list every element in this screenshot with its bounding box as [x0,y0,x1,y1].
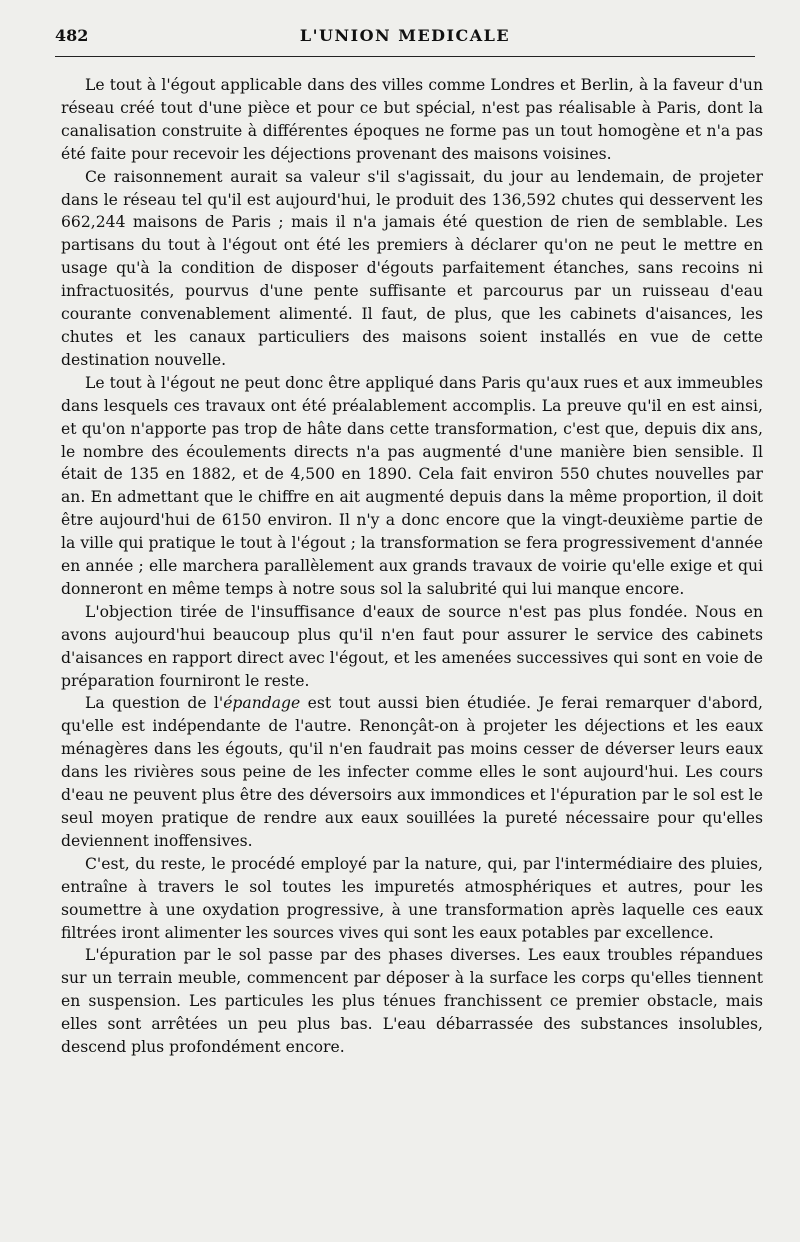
paragraph: L'épuration par le sol passe par des phases diverses. Les eaux troubles répandues sur un terrain meuble, commencent par déposer à la surface les corps qu'elles tiennent en suspension. Les particules les plus ténues franchissent ce premier obstacle, mais elles sont arrêtées un peu plus bas. L'eau débarrassée des substances insolubles, descend plus profondément encore. [61,946,763,1057]
paragraph: Le tout à l'égout applicable dans des villes comme Londres et Berlin, à la faveur d'un réseau créé tout d'une pièce et pour ce but spécial, n'est pas réalisable à Paris, dont la canalisation construite à différentes époques ne forme pas un tout homogène et n'a pas été faite pour recevoir les déjections provenant des maisons voisines. [61,76,763,163]
paragraph [61,692,763,852]
paragraph: C'est, du reste, le procédé employé par la nature, qui, par l'intermédiaire des pluies, entraîne à travers le sol toutes les impuretés atmosphériques et autres, pour les soumettre à une oxydation progressive, à une transformation après laquelle ces eaux filtrées iront alimenter les sources vives qui sont les eaux potables par excellence. [61,854,763,942]
paragraph: L'objection tirée de l'insuffisance d'eaux de source n'est pas plus fondée. Nous en avons aujourd'hui beaucoup plus qu'il n'en faut pour assurer le service des cabinets d'aisances en rapport direct avec l'égout, et les amenées successives qui sont en voie de préparation fourniront le reste. [61,602,763,690]
paragraph-text-start: La question de l' [85,694,224,713]
page-number: 482 [55,26,89,45]
paragraph: Ce raisonnement aurait sa valeur s'il s'agissait, du jour au lendemain, de projeter dans le réseau tel qu'il est aujourd'hui, le produit des 136,592 chutes qui desservent les 662,244 maisons de Paris ; mais il n'a jamais été question de rien de semblable. Les partisans du tout à l'égout ont été les premiers à déclarer qu'on ne peut le mettre en usage qu'à la condition de disposer d'égouts parfaitement étanches, sans recoins ni infractuosités, pourvus d'une pente suffisante et parcourus par un ruisseau d'eau courante convenablement alimenté. Il faut, de plus, que les cabinets d'aisances, les chutes et les canaux particuliers des maisons soient installés en vue de cette destination nouvelle. [61,167,763,369]
article-body [61,74,763,1059]
journal-title: L'UNION MEDICALE [299,26,511,45]
header-rule [55,56,755,57]
paragraph-text-end: est tout aussi bien étudiée. Je ferai remarquer d'abord, qu'elle est indépendante de l'autre. Renonçât-on à projeter les déjections et les eaux ménagères dans les égouts, qu'il n'en faudrait pas moins cesser de déverser leurs eaux dans les rivières sous peine de les infecter comme elles le sont aujourd'hui. Les cours d'eau ne peuvent plus être des déversoirs aux immondices et l'épuration par le sol est le seul moyen pratique de rendre aux eaux souillées la pureté nécessaire pour qu'elles deviennent inoffensives. [61,694,763,850]
paragraph: Le tout à l'égout ne peut donc être appliqué dans Paris qu'aux rues et aux immeubles dans lesquels ces travaux ont été préalablement accomplis. La preuve qu'il en est ainsi, et qu'on n'apporte pas trop de hâte dans cette transformation, c'est que, depuis dix ans, le nombre des écoulements directs n'a pas augmenté d'une manière bien sensible. Il était de 135 en 1882, et de 4,500 en 1890. Cela fait environ 550 chutes nouvelles par an. En admettant que le chiffre en ait augmenté depuis dans la même proportion, il doit être aujourd'hui de 6150 environ. Il n'y a donc encore que la vingt-deuxième partie de la ville qui pratique le tout à l'égout ; la transformation se fera progressivement d'année en année ; elle marchera parallèlement aux grands travaux de voirie qu'elle exige et qui donneront en même temps à notre sous sol la salubrité qui lui manque encore. [61,373,763,598]
page-header [55,26,755,52]
italic-term: épandage [223,694,301,713]
